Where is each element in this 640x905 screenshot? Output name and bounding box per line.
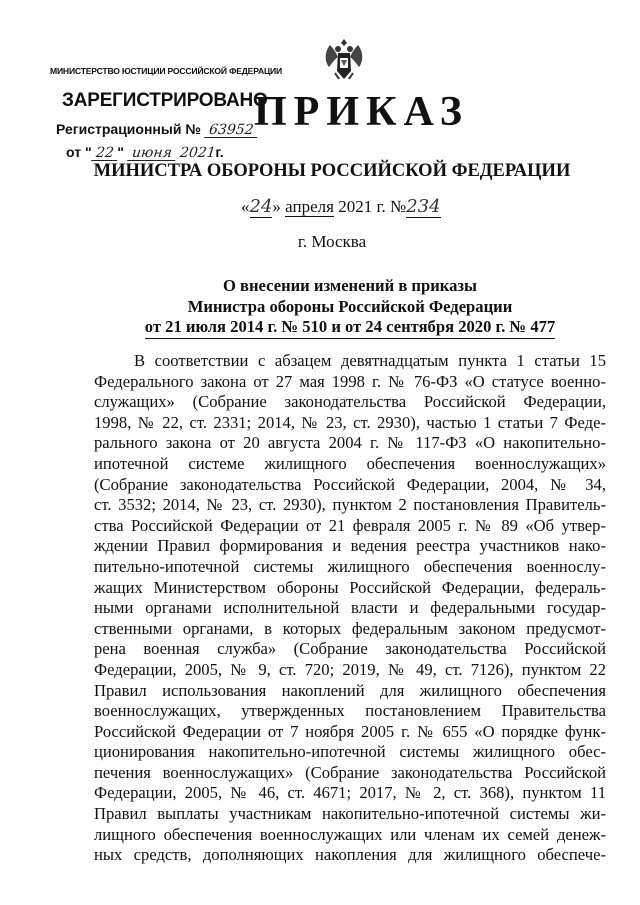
body-line: ными органами исполнительной власти и федеральными государ- [94, 598, 606, 618]
stamp-date-prefix: от [66, 144, 82, 160]
document-body [94, 351, 606, 866]
body-line: ипотечной системе жилищного обеспечения военнослужащих» [94, 453, 606, 473]
body-line: Правил использования накоплений для жилищного обеспечения [94, 680, 606, 700]
stamp-date-year: 2021 [178, 145, 217, 161]
stamp-date-line: от " 22 " июня 2021г. [66, 144, 224, 161]
body-line: ст. 3532; 2014, № 23, ст. 2930), пунктом 2 постановления Правитель- [94, 495, 606, 515]
body-line: служащих» (Собрание законодательства Российской Федерации, [94, 392, 606, 412]
body-line: Федерации, 2005, № 46, ст. 4671; 2017, № 2, ст. 368), пунктом 11 [94, 783, 606, 803]
body-line: В соответствии с абзацем девятнадцатым пункта 1 статьи 15 [134, 351, 606, 370]
body-line: лищного обеспечения военнослужащих или членам их семей денеж- [94, 824, 606, 844]
body-line: рального закона от 20 августа 2004 г. № 117-ФЗ «О накопительно- [94, 433, 606, 453]
order-number: 234 [406, 196, 441, 217]
stamp-reg-label: Регистрационный № [56, 121, 201, 137]
stamp-date-suffix: г. [215, 144, 224, 160]
body-line: ных средств, дополняющих накопления для жилищного обеспече- [94, 845, 606, 865]
coat-of-arms-icon [321, 37, 367, 85]
heading-line: О внесении изменений в приказы [222, 276, 478, 295]
body-line: Федерации, 2005, № 9, ст. 720; 2019, № 49, ст. 7126), пунктом 22 [94, 659, 606, 679]
document-title: ПРИКАЗ [254, 89, 469, 135]
body-line: 1998, № 22, ст. 2331; 2014, № 23, ст. 2930), частью 1 статьи 7 Феде- [94, 412, 606, 432]
registration-stamp [42, 30, 283, 161]
body-line: Российской Федерации от 7 ноября 2005 г. № 655 «О порядке функ- [94, 721, 606, 741]
body-line: (Собрание законодательства Российской Федерации, 2004, № 34, [94, 474, 606, 494]
order-date-line: «24» апреля 2021 г. №234 [241, 196, 441, 217]
order-date-month: апреля [285, 197, 334, 216]
document-heading [100, 276, 600, 339]
body-line: ства Российской Федерации от 21 февраля 2005 г. № 89 «Об утвер- [94, 515, 606, 535]
body-line: пительно-ипотечной системы жилищного обеспечения военнослу- [94, 556, 606, 576]
stamp-ministry: МИНИСТЕРСТВО ЮСТИЦИИ РОССИЙСКОЙ ФЕДЕРАЦИИ [50, 66, 283, 76]
body-line: жащих Министерством обороны Российской Федерации, федераль- [94, 577, 606, 597]
stamp-date-month: июня [127, 146, 176, 161]
heading-line: от 21 июля 2014 г. № 510 и от 24 сентября 2020 г. № 477 [145, 317, 555, 339]
body-line: ждении Правил формирования и ведения реестра участников нако- [94, 536, 606, 556]
body-line: ционирования накопительно-ипотечной системы жилищного обес- [94, 742, 606, 762]
stamp-status: ЗАРЕГИСТРИРОВАНО [62, 90, 268, 111]
body-line: Правил выплаты участникам накопительно-ипотечной системы жи- [94, 804, 606, 824]
body-line: Федерального закона от 27 мая 1998 г. № 76-ФЗ «О статусе военно- [94, 371, 606, 391]
stamp-date-day: 22 [91, 146, 118, 161]
heading-line: Министра обороны Российской Федерации [187, 296, 513, 316]
body-line: ственными органами, в которых федеральным законом предусмот- [94, 618, 606, 638]
body-line: военнослужащих, утвержденных постановлением Правительства [94, 701, 606, 721]
stamp-reg-line [56, 121, 257, 141]
body-line: рена военная служба» (Собрание законодательства Российской [94, 639, 606, 659]
order-number-sign: № [390, 197, 407, 216]
order-date-day: 24 [249, 196, 273, 217]
body-line: печения военнослужащих» (Собрание законодательства Российской [94, 762, 606, 782]
stamp-reg-number: 63952 [204, 123, 258, 138]
city: г. Москва [297, 232, 367, 251]
order-date-year: 2021 г. [338, 197, 386, 216]
issuing-authority: МИНИСТРА ОБОРОНЫ РОССИЙСКОЙ ФЕДЕРАЦИИ [93, 161, 571, 181]
